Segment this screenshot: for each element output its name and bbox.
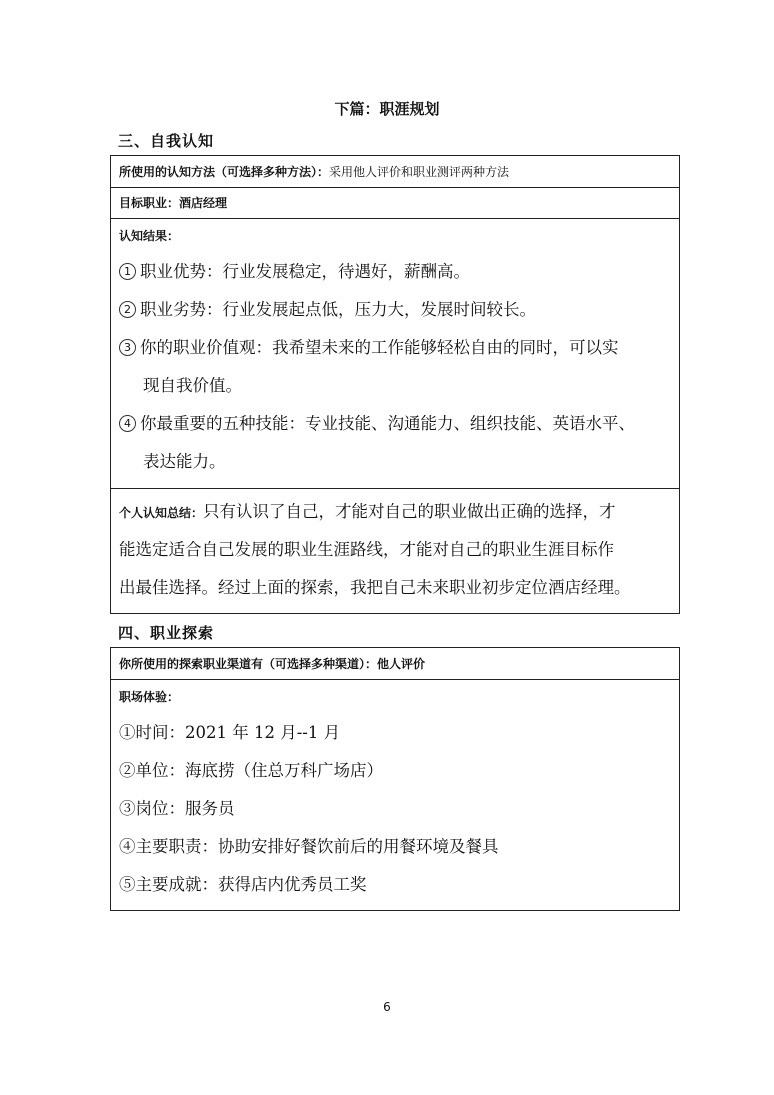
- summary-line: 出最佳选择。经过上面的探索，我把自己未来职业初步定位酒店经理。: [119, 578, 631, 597]
- experience-item: ⑤主要成就：获得店内优秀员工奖: [119, 875, 367, 894]
- page-title: 下篇：职涯规划: [334, 100, 440, 118]
- channel-label: 你所使用的探索职业渠道有（可选择多种渠道）：: [119, 657, 378, 671]
- circled-number: 4: [119, 415, 136, 432]
- summary-line: 只有认识了自己，才能对自己的职业做出正确的选择，才: [203, 502, 616, 521]
- target-label: 目标职业：: [119, 196, 180, 210]
- result-item: 2 职业劣势：行业发展起点低，压力大，发展时间较长。: [119, 291, 671, 329]
- result-item-continuation: 现自我价值。: [143, 376, 242, 395]
- result-item-continuation: 表达能力。: [143, 452, 226, 471]
- target-value: 酒店经理: [179, 196, 228, 210]
- experience-item: ①时间：2021 年 12 月--1 月: [119, 723, 341, 742]
- self-awareness-table: [110, 155, 680, 614]
- circled-number: 1: [119, 263, 136, 280]
- channel-row: [111, 648, 679, 680]
- result-item: 1 职业优势：行业发展稳定，待遇好，薪酬高。: [119, 253, 671, 291]
- section-heading-career-exploration: 四、职业探索: [118, 624, 215, 642]
- method-row: [111, 156, 679, 188]
- result-row: [111, 219, 679, 489]
- method-label: 所使用的认知方法（可选择多种方法）：: [119, 165, 330, 179]
- result-item: 3 你的职业价值观：我希望未来的工作能够轻松自由的同时，可以实: [119, 329, 671, 367]
- summary-line: 能选定适合自己发展的职业生涯路线，才能对自己的职业生涯目标作: [119, 540, 614, 559]
- experience-row: [111, 680, 679, 910]
- summary-row: [111, 489, 679, 613]
- result-label: 认知结果：: [119, 229, 180, 243]
- result-item: 4 你最重要的五种技能：专业技能、沟通能力、组织技能、英语水平、: [119, 405, 671, 443]
- experience-item: ②单位：海底捞（住总万科广场店）: [119, 761, 383, 780]
- experience-label: 职场体验：: [119, 690, 180, 704]
- page-number: 6: [383, 1000, 391, 1014]
- experience-item: ③岗位：服务员: [119, 799, 235, 818]
- experience-item: ④主要职责：协助安排好餐饮前后的用餐环境及餐具: [119, 837, 499, 856]
- method-value: 采用他人评价和职业测评两种方法: [329, 165, 510, 179]
- circled-number: 2: [119, 301, 136, 318]
- career-exploration-table: [110, 647, 680, 911]
- summary-label: 个人认知总结：: [119, 506, 204, 520]
- channel-value: 他人评价: [377, 657, 426, 671]
- circled-number: 3: [119, 339, 136, 356]
- section-heading-self-awareness: 三、自我认知: [118, 132, 215, 150]
- target-row: [111, 188, 679, 219]
